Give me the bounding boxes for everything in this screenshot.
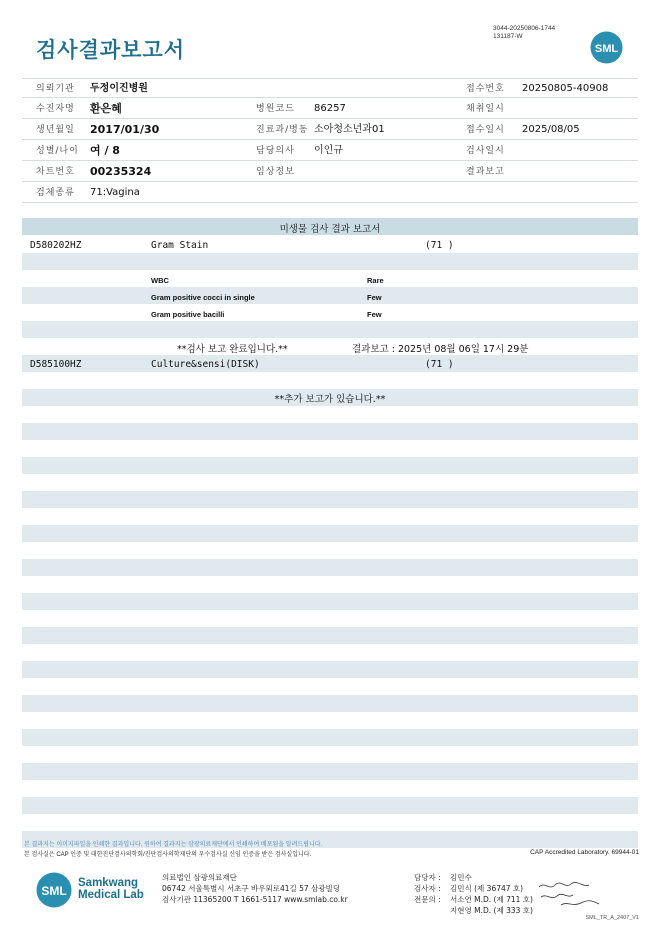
sml-logo-text: SML <box>41 884 67 898</box>
stripe <box>22 695 638 712</box>
receipt-date-value: 2025/08/05 <box>522 124 580 135</box>
signature-icon <box>537 879 607 909</box>
collect-date-label: 채취일시 <box>466 104 505 114</box>
stripe <box>22 355 638 372</box>
info-row <box>22 78 638 98</box>
address-line: 06742 서울특별시 서초구 바우뫼로41길 57 삼광빌딩 <box>162 884 341 893</box>
cap-accreditation: CAP Accredited Laboratory. 69944-01 <box>530 849 639 856</box>
brand-line1: Samkwang <box>78 877 139 889</box>
dob-label: 생년월일 <box>36 125 75 135</box>
info-row <box>22 120 638 140</box>
tester-name: 김민식 (제 36747 호) <box>450 884 524 893</box>
organism-result: Few <box>367 310 382 319</box>
chart-no-label: 차트번호 <box>36 167 75 177</box>
hospital-code-label: 병원코드 <box>256 104 295 114</box>
brand-line2: Medical Lab <box>78 889 144 901</box>
stripe <box>22 525 638 542</box>
stripe <box>22 797 638 814</box>
footer-notice-cert: 본 검사실은 CAP 인증 및 대한진단검사의학회/진단검사의학재단의 우수검사실 신임 인증을 받은 검사실입니다. <box>24 852 312 858</box>
lab-address <box>162 872 348 905</box>
document-code-line1: 3044-20250806-1744 <box>493 25 556 32</box>
stripe <box>22 491 638 508</box>
brand-name <box>78 877 144 901</box>
stripe <box>22 763 638 780</box>
section-title: 미생물 검사 결과 보고서 <box>279 224 381 235</box>
receipt-date-label: 접수일시 <box>466 125 505 135</box>
sml-logo-icon <box>590 31 623 64</box>
stripe <box>22 321 638 338</box>
organism-name: Gram positive bacilli <box>151 310 225 319</box>
dept-label: 진료과/병동 <box>256 125 309 135</box>
complete-message: **검사 보고 완료입니다.** <box>177 344 288 355</box>
stripe <box>22 287 638 304</box>
specimen-label: 검체종류 <box>36 188 75 198</box>
staff-list <box>414 872 533 916</box>
stripe <box>22 627 638 644</box>
name-value: 환은혜 <box>90 102 122 115</box>
info-row <box>22 183 638 203</box>
tester-label: 검사자 : <box>414 884 441 893</box>
specimen-value: 71:Vagina <box>90 187 140 198</box>
report-title: 검사결과보고서 <box>36 38 186 62</box>
doctor-value: 이인규 <box>314 145 343 156</box>
sml-logo-icon <box>36 872 72 908</box>
requester-value: 두정이진병원 <box>90 83 148 94</box>
organism-result: Few <box>367 293 382 302</box>
stripe <box>22 423 638 440</box>
stripe <box>22 253 638 270</box>
organism-name: Gram positive cocci in single <box>151 293 255 302</box>
sml-logo-text: SML <box>594 43 619 55</box>
chart-no-value: 00235324 <box>90 165 152 178</box>
organism-name: WBC <box>151 276 169 285</box>
dept-value: 소아청소년과01 <box>314 124 385 135</box>
footer-notice-print: 본 결과지는 이미지파일을 인쇄한 결과입니다. 원하여 결과지는 삼광의료재단에서 인쇄하여 배포됨을 알려드립니다. <box>24 842 323 848</box>
name-label: 수진자명 <box>36 104 75 114</box>
test1-code: D580202HZ <box>30 240 82 251</box>
document-code <box>493 25 555 41</box>
dob-value: 2017/01/30 <box>90 123 160 136</box>
organism-result: Rare <box>367 276 384 285</box>
receipt-no-label: 접수번호 <box>466 84 505 94</box>
report-time: 결과보고 : 2025년 08월 06일 17시 29분 <box>352 344 529 355</box>
info-row <box>22 99 638 119</box>
stripe <box>22 457 638 474</box>
doctor-label: 담당의사 <box>256 146 295 156</box>
form-number: SML_TR_A_2407_V1 <box>585 915 639 921</box>
stripe <box>22 729 638 746</box>
address-line: 검사기관 11365200 T 1661-5117 www.smlab.co.kr <box>162 895 348 904</box>
clinical-label: 임상정보 <box>256 167 295 177</box>
sex-age-value: 여 / 8 <box>90 144 120 157</box>
test1-name: Gram Stain <box>151 240 209 251</box>
requester-label: 의뢰기관 <box>36 84 75 94</box>
test2-specimen: (71 ) <box>425 359 454 370</box>
address-line: 의료법인 삼광의료재단 <box>162 873 237 882</box>
specialist-name: 지현영 M.D. (제 333 호) <box>450 906 533 915</box>
specialist-label: 전문의 : <box>414 895 441 904</box>
stripe <box>22 559 638 576</box>
stripe <box>22 661 638 678</box>
test1-specimen: (71 ) <box>425 240 454 251</box>
report-label: 결과보고 <box>466 167 505 177</box>
specialist-name: 서소연 M.D. (제 711 호) <box>450 895 533 904</box>
test-date-label: 검사일시 <box>466 146 505 156</box>
info-row <box>22 141 638 161</box>
test2-name: Culture&sensi(DISK) <box>151 359 260 370</box>
test2-code: D585100HZ <box>30 359 82 370</box>
hospital-code-value: 86257 <box>314 103 346 114</box>
manager-name: 김민수 <box>450 873 472 882</box>
receipt-no-value: 20250805-40908 <box>522 83 609 94</box>
info-row <box>22 162 638 182</box>
sex-age-label: 성별/나이 <box>36 146 79 156</box>
document-code-line2: 131187-W <box>493 33 523 40</box>
manager-label: 담당자 : <box>414 873 441 882</box>
additional-message: **추가 보고가 있습니다.** <box>274 394 386 405</box>
stripe <box>22 593 638 610</box>
